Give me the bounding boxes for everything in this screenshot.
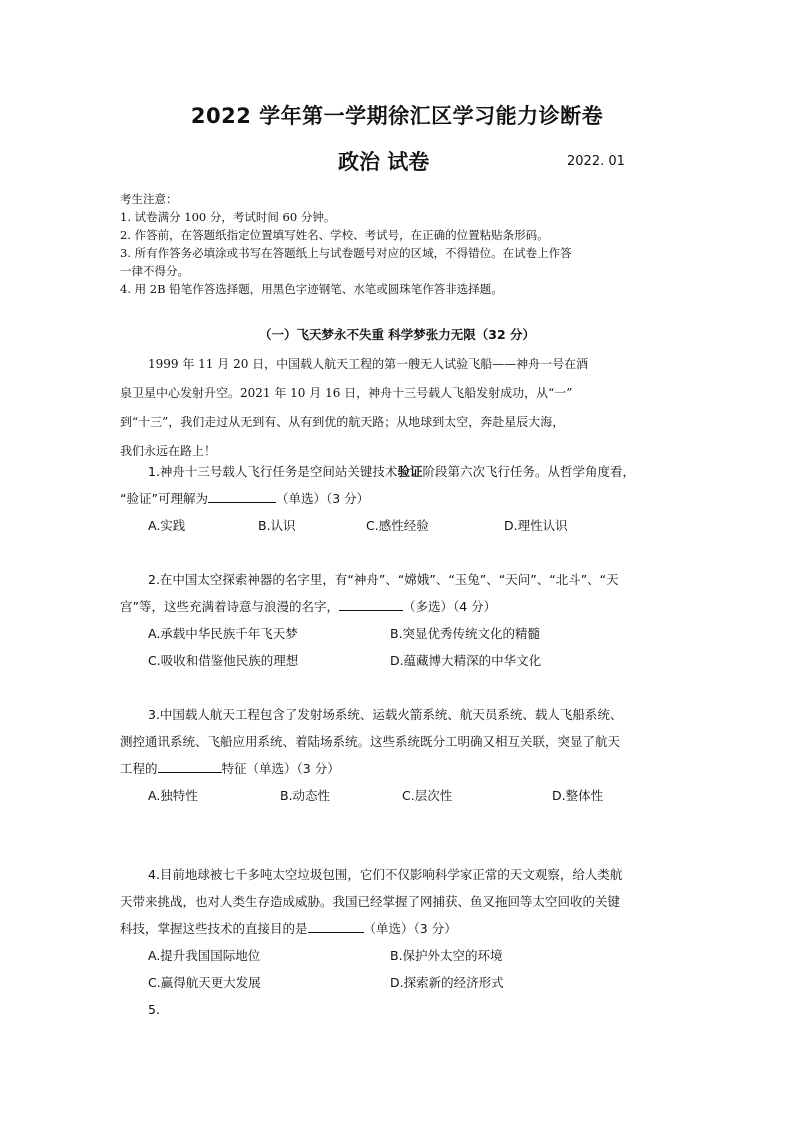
question-text: 科技，掌握这些技术的直接目的是 （单选）（3 分） bbox=[120, 921, 457, 936]
option-a[interactable]: A.独特性 bbox=[148, 788, 198, 803]
option-c[interactable]: C.赢得航天更大发展 bbox=[148, 975, 261, 990]
options-row bbox=[120, 942, 690, 969]
option-b[interactable]: B.认识 bbox=[258, 518, 296, 533]
answer-blank[interactable] bbox=[308, 919, 364, 933]
question-text: 天带来挑战，也对人类生存造成威胁。我国已经掌握了网捕获、鱼叉拖回等太空回收的关键 bbox=[120, 894, 621, 909]
candidate-notice bbox=[120, 190, 680, 298]
notice-item: 1. 试卷满分 100 分，考试时间 60 分钟。 bbox=[120, 210, 336, 224]
exam-date: 2022. 01 bbox=[567, 154, 625, 169]
options-row bbox=[120, 620, 690, 647]
question-4 bbox=[120, 861, 690, 1023]
question-text: 3.中国载人航天工程包含了发射场系统、运载火箭系统、航天员系统、载人飞船系统、 bbox=[148, 707, 623, 722]
question-text: 1.神舟十三号载人飞行任务是空间站关键技术验证阶段第六次飞行任务。从哲学角度看， bbox=[148, 464, 635, 479]
answer-blank[interactable] bbox=[208, 489, 276, 503]
answer-blank[interactable] bbox=[339, 597, 403, 611]
options-row bbox=[120, 647, 690, 674]
question-3 bbox=[120, 701, 690, 809]
emphasis-text: 验证 bbox=[397, 464, 423, 479]
question-text: “验证”可理解为 （单选）（3 分） bbox=[120, 491, 370, 506]
section-title: （一）飞天梦永不失重 科学梦张力无限（32 分） bbox=[258, 327, 536, 342]
option-d[interactable]: D.整体性 bbox=[552, 788, 604, 803]
answer-blank[interactable] bbox=[158, 759, 222, 773]
intro-line: 泉卫星中心发射升空。2021 年 10 月 16 日，神舟十三号载人飞船发射成功，从“一” bbox=[120, 386, 573, 400]
notice-item: 一律不得分。 bbox=[120, 264, 189, 278]
intro-line: 到“十三”，我们走过从无到有、从有到优的航天路；从地球到太空，奔赴星辰大海， bbox=[120, 415, 565, 429]
intro-line: 我们永远在路上！ bbox=[120, 444, 217, 458]
option-a[interactable]: A.提升我国国际地位 bbox=[148, 948, 261, 963]
option-d[interactable]: D.理性认识 bbox=[504, 518, 568, 533]
notice-item: 3. 所有作答务必填涂或书写在答题纸上与试卷题号对应的区域，不得错位。在试卷上作答 bbox=[120, 246, 572, 260]
option-c[interactable]: C.吸收和借鉴他民族的理想 bbox=[148, 653, 299, 668]
option-c[interactable]: C.感性经验 bbox=[366, 518, 429, 533]
intro-line: 1999 年 11 月 20 日，中国载人航天工程的第一艘无人试验飞船——神舟一号在酒 bbox=[148, 357, 589, 371]
option-d[interactable]: D.探索新的经济形式 bbox=[390, 975, 504, 990]
notice-item: 2. 作答前，在答题纸指定位置填写姓名、学校、考试号，在正确的位置粘贴条形码。 bbox=[120, 228, 549, 242]
option-c[interactable]: C.层次性 bbox=[402, 788, 453, 803]
question-2 bbox=[120, 566, 690, 674]
option-b[interactable]: B.突显优秀传统文化的精髓 bbox=[390, 626, 541, 641]
question-text: 2.在中国太空探索神器的名字里，有“神舟”、“嫦娥”、“玉兔”、“天问”、“北斗”、“天 bbox=[148, 572, 619, 587]
question-text: 工程的 特征（单选）（3 分） bbox=[120, 761, 340, 776]
question-text: 4.目前地球被七千多吨太空垃圾包围，它们不仅影响科学家正常的天文观察，给人类航 bbox=[148, 867, 623, 882]
options-row bbox=[120, 969, 690, 996]
option-a[interactable]: A.承载中华民族千年飞天梦 bbox=[148, 626, 298, 641]
section-intro bbox=[120, 350, 680, 466]
question-text: 测控通讯系统、飞船应用系统、着陆场系统。这些系统既分工明确又相互关联，突显了航天 bbox=[120, 734, 621, 749]
option-a[interactable]: A.实践 bbox=[148, 518, 186, 533]
option-d[interactable]: D.蕴藏博大精深的中华文化 bbox=[390, 653, 542, 668]
notice-item: 4. 用 2B 铅笔作答选择题，用黑色字迹钢笔、水笔或圆珠笔作答非选择题。 bbox=[120, 282, 503, 296]
options-row bbox=[120, 782, 690, 809]
exam-title: 2022 学年第一学期徐汇区学习能力诊断卷 bbox=[190, 104, 604, 128]
exam-subtitle: 政治 试卷 bbox=[338, 150, 430, 174]
option-b[interactable]: B.保护外太空的环境 bbox=[390, 948, 503, 963]
question-text: 宫”等，这些充满着诗意与浪漫的名字， （多选）（4 分） bbox=[120, 599, 497, 614]
option-b[interactable]: B.动态性 bbox=[280, 788, 331, 803]
options-row bbox=[120, 512, 690, 539]
notice-heading: 考生注意： bbox=[120, 192, 178, 206]
question-1 bbox=[120, 458, 690, 539]
question-5-label: 5. bbox=[148, 1002, 160, 1017]
